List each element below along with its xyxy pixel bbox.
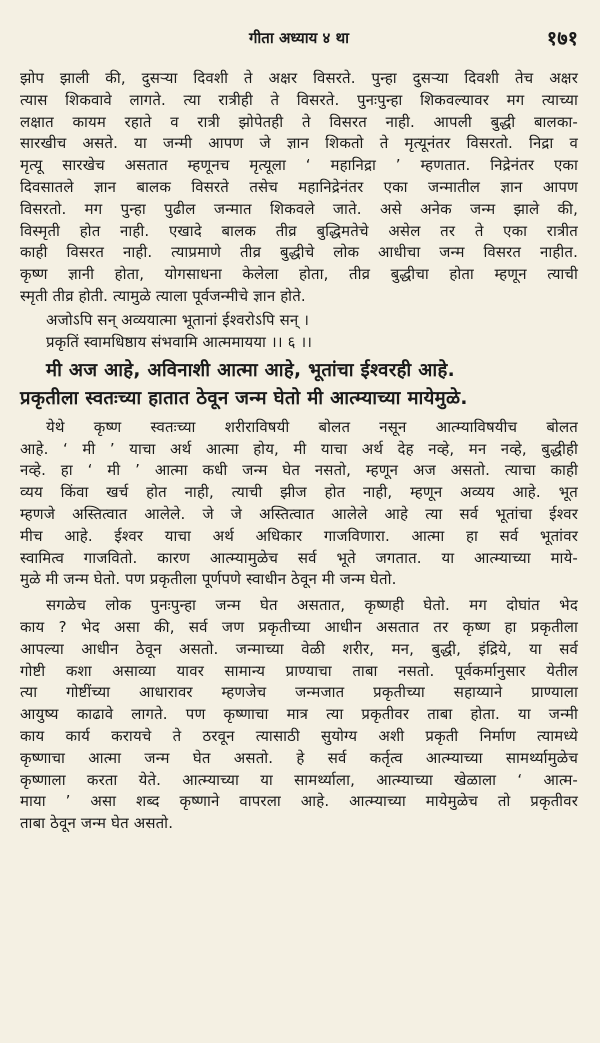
verse-line: प्रकृतिं स्वामधिष्ठाय संभवामि आत्ममायया ।। ६ ।।: [46, 332, 313, 351]
text-line: स्वामित्व गाजवितो. कारण आत्म्यामुळेच सर्व भूते जगतात. या आत्म्याच्या माये-: [20, 548, 578, 567]
sanskrit-verse: [20, 309, 578, 353]
text-line: कृष्णाचा आत्मा जन्म घेत असतो. हे सर्व कर्तृत्व आत्म्याच्या सामर्थ्यामुळेच: [20, 748, 578, 767]
text-line: माया ’ असा शब्द कृष्णाने वापरला आहे. आत्म्याच्या मायेमुळेच तो प्रकृतीवर: [20, 792, 578, 811]
paragraph-1: [20, 68, 578, 308]
text-line: मीच आहे. ईश्वर याचा अर्थ अधिकार गाजविणारा. आत्मा हा सर्व भूतांवर: [20, 526, 578, 545]
verse-line: अजोऽपि सन् अव्ययात्मा भूतानां ईश्वरोऽपि सन् ।: [46, 310, 310, 329]
translation-line: मी अज आहे, अविनाशी आत्मा आहे, भूतांचा ईश्वरही आहे.: [46, 359, 455, 381]
text-line: गोष्टी कशा असाव्या यावर सामान्य प्राण्याचा ताबा नसतो. पूर्वकर्मानुसार येतील: [20, 661, 578, 680]
translation-line: प्रकृतीला स्वतःच्या हातात ठेवून जन्म घेतो मी आत्म्याच्या मायेमुळे.: [20, 387, 468, 409]
text-line: ताबा ठेवून जन्म घेत असतो.: [20, 814, 174, 833]
text-line: सारखीच असते. या जन्मी आपण जे ज्ञान शिकतो ते मृत्यूनंतर विसरतो. निद्रा व: [20, 134, 578, 153]
text-line: व्यय किंवा खर्च होत नाही, त्याची झीज होत नाही, म्हणून अव्यय आहे. भूत: [20, 483, 578, 502]
page-number: १७१: [546, 26, 578, 50]
text-line: मुळे मी जन्म घेतो. पण प्रकृतीला पूर्णपणे स्वाधीन ठेवून मी जन्म घेतो.: [20, 570, 397, 589]
verse-translation: [20, 357, 578, 413]
text-line: दिवसातले ज्ञान बालक विसरते तसेच महानिद्रेनंतर एका जन्मातील ज्ञान आपण: [20, 177, 578, 196]
page-header: [20, 20, 578, 50]
running-title: गीता अध्याय ४ था: [248, 29, 350, 47]
text-line: सगळेच लोक पुनःपुन्हा जन्म घेत असतात, कृष्णही घेतो. मग दोघांत भेद: [46, 596, 578, 615]
text-line: काही विसरत नाही. त्याप्रमाणे तीव्र बुद्धीचे लोक आधीचा जन्म विसरत नाहीत.: [20, 243, 578, 262]
text-line: विस्मृती होत नाही. एखादे बालक तीव्र बुद्धिमतेचे असेल तर ते एका रात्रीत: [20, 221, 578, 240]
text-line: येथे कृष्ण स्वतःच्या शरीराविषयी बोलत नसून आत्म्याविषयीच बोलत: [46, 417, 578, 436]
paragraph-2: [20, 417, 578, 591]
text-line: विसरतो. मग पुन्हा पुढील जन्मात शिकवले जाते. असे अनेक जन्म झाले की,: [20, 199, 578, 218]
text-line: स्मृती तीव्र होती. त्यामुळे त्याला पूर्वजन्मीचे ज्ञान होते.: [20, 286, 306, 305]
text-line: लक्षात कायम रहाते व रात्री झोपेतही ते विसरत नाही. आपली बुद्धी बालका-: [20, 112, 578, 131]
paragraph-3: [20, 595, 578, 835]
text-line: काय कार्य करायचे ते ठरवून त्यासाठी सुयोग्य अशी प्रकृती निर्माण त्यामध्ये: [20, 726, 578, 745]
text-line: काय ? भेद असा की, सर्व जण प्रकृतीच्या आधीन असतात तर कृष्ण हा प्रकृतीला: [20, 617, 578, 636]
text-line: कृष्ण ज्ञानी होता, योगसाधना केलेला होता, तीव्र बुद्धीचा होता म्हणून त्याची: [20, 265, 578, 284]
text-line: त्यास शिकवावे लागते. त्या रात्रीही ते विसरते. पुनःपुन्हा शिकवल्यावर मग त्याच्या: [20, 90, 578, 109]
text-line: आपल्या आधीन ठेवून असतो. जन्माच्या वेळी शरीर, मन, बुद्धी, इंद्रिये, या सर्व: [20, 639, 578, 658]
text-line: म्हणजे अस्तित्वात आलेले. जे जे अस्तित्वात आलेले आहे त्या सर्व भूतांचा ईश्वर: [20, 504, 578, 523]
text-line: त्या गोष्टींच्या आधारावर म्हणजेच जन्मजात प्रकृतीच्या सहाय्याने प्राण्याला: [20, 683, 578, 702]
text-line: नव्हे. हा ‘ मी ’ आत्मा कधी जन्म घेत नसतो, म्हणून अज असतो. त्याचा काही: [20, 461, 578, 480]
text-line: आयुष्य काढावे लागते. पण कृष्णाचा मात्र त्या प्रकृतीवर ताबा होता. या जन्मी: [20, 705, 578, 724]
text-line: कृष्णाला करता येते. आत्म्याच्या या सामर्थ्याला, आत्म्याच्या खेळाला ‘ आत्म-: [20, 770, 578, 789]
text-line: आहे. ‘ मी ’ याचा अर्थ आत्मा होय, मी याचा अर्थ देह नव्हे, मन नव्हे, बुद्धीही: [20, 439, 578, 458]
text-line: झोप झाली की, दुसऱ्या दिवशी ते अक्षर विसरते. पुन्हा दुसऱ्या दिवशी तेच अक्षर: [20, 69, 578, 87]
text-line: मृत्यू सारखेच असतात म्हणूनच मृत्यूला ‘ महानिद्रा ’ म्हणतात. निद्रेनंतर एका: [20, 156, 578, 175]
